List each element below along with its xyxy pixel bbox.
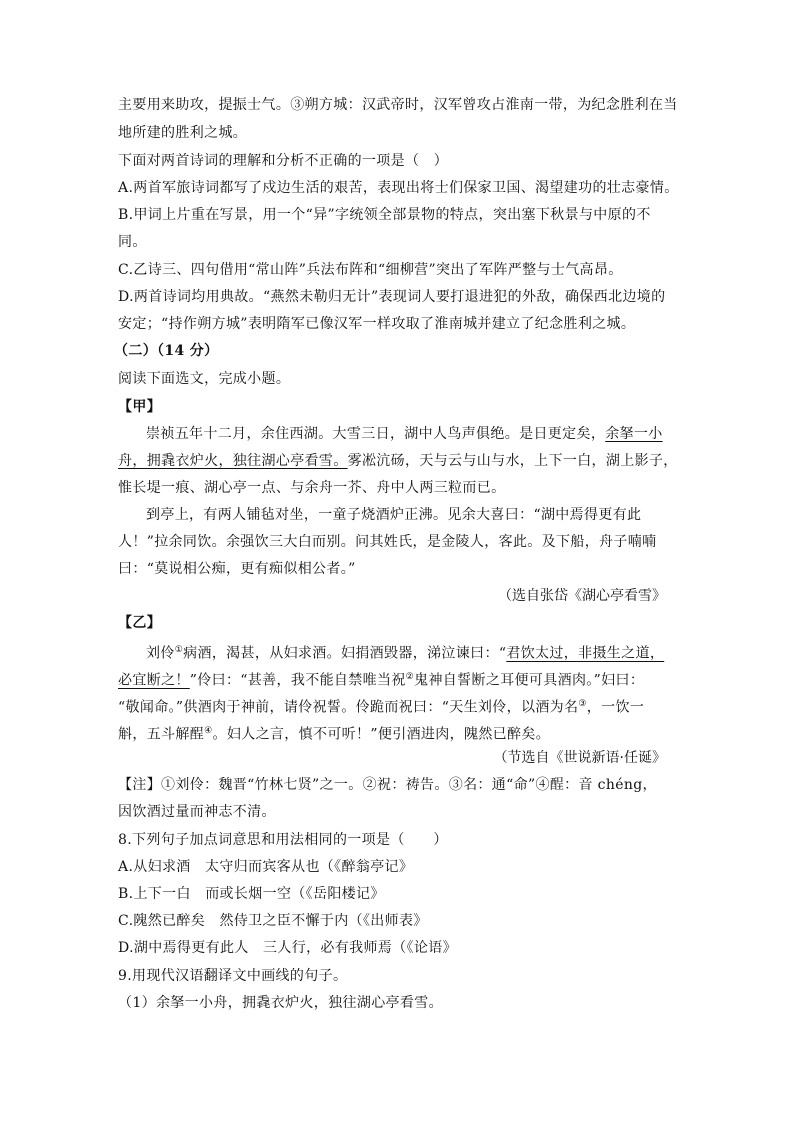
footnote-marker: ① xyxy=(174,645,184,655)
underlined-sentence: 余拏一小 xyxy=(605,426,663,442)
question-9: 9.用现代汉语翻译文中画线的句子。 xyxy=(118,968,348,984)
note-text-line: 主要用来助攻，提振士气。③朔方城：汉武帝时，汉军曾攻占淮南一带，为纪念胜利在当 xyxy=(118,97,678,113)
question-8: 8.下列句子加点词意思和用法相同的一项是（ ） xyxy=(118,832,448,848)
passage-text: ”伶曰：“甚善，我不能自禁唯当祝 xyxy=(189,672,406,689)
underlined-sentence: 舟，拥毳衣炉火，独往湖心亭看雪。 xyxy=(118,453,348,469)
option-b: B.上下一白 而或长烟一空（《岳阳楼记》 xyxy=(118,886,385,902)
passage-text: ，一饮一 xyxy=(586,699,645,716)
question-stem: 下面对两首诗词的理解和分析不正确的一项是（ ） xyxy=(118,153,449,169)
passage-yi-line xyxy=(118,694,644,718)
underlined-sentence: 必宜断之！ xyxy=(118,672,190,689)
passage-label-yi: 【乙】 xyxy=(118,615,162,631)
question-9-part-1: （1）余拏一小舟，拥毳衣炉火，独往湖心亭看雪。 xyxy=(118,995,443,1011)
passage-yi-line xyxy=(118,721,550,745)
option-d: D.两首诗词均用典故。“燕然未勒归无计”表现词人要打退进犯的外敌，确保西北边境的 xyxy=(118,289,666,305)
option-d-cont: 安定；“持作朔方城”表明隋军已像汉军一样攻取了淮南城并建立了纪念胜利之城。 xyxy=(118,316,636,332)
passage-yi-line xyxy=(118,667,644,691)
passage-jia-line xyxy=(146,424,663,444)
option-c: C.隗然已醉矣 然侍卫之臣不懈于内（《出师表》 xyxy=(118,913,428,929)
footnote-marker: ③ xyxy=(578,699,587,709)
passage-jia-line: 惟长堤一痕、湖心亭一点、与余舟一芥、舟中人两三粒而已。 xyxy=(118,480,506,496)
passage-text: 鬼神自誓断之耳便可具酒肉。”妇曰： xyxy=(414,672,645,689)
passage-yi-line xyxy=(146,640,664,664)
passage-jia-line: 曰：“莫说相公痴，更有痴似相公者。” xyxy=(118,561,356,577)
instruction: 阅读下面选文，完成小题。 xyxy=(118,371,291,387)
option-a: A.从妇求酒 太守归而宾客从也（《醉翁亭记》 xyxy=(118,859,414,875)
underlined-sentence: 君饮太过，非摄生之道， xyxy=(506,645,665,662)
passage-text: 病酒，渴甚，从妇求酒。妇捐酒毁器，涕泣谏曰：“ xyxy=(183,645,507,662)
footnote-marker: ② xyxy=(405,672,415,682)
option-d: D.湖中焉得更有此人 三人行，必有我师焉（《论语》 xyxy=(118,940,457,956)
passage-text: “敬闻命。”供酒肉于神前，请伶祝誓。伶跪而祝曰：“天生刘伶，以酒为名 xyxy=(118,699,579,716)
passage-label-jia: 【甲】 xyxy=(118,399,162,415)
section-heading: （二）（14 分） xyxy=(114,343,219,359)
passage-text: 崇祯五年十二月，余住西湖。大雪三日，湖中人鸟声俱绝。是日更定矣， xyxy=(146,426,606,442)
option-a: A.两首军旅诗词都写了戍边生活的艰苦，表现出将士们保家卫国、渴望建功的壮志豪情。 xyxy=(118,180,679,196)
passage-jia-line: 到亭上，有两人铺毡对坐，一童子烧酒炉正沸。见余大喜曰：“湖中焉得更有此 xyxy=(146,507,642,523)
annotation-notes-cont: 因饮酒过量而神志不清。 xyxy=(118,804,276,820)
passage-jia-line: 人！”拉余同饮。余强饮三大白而别。问其姓氏，是金陵人，客此。及下船，舟子喃喃 xyxy=(118,534,657,550)
option-b: B.甲词上片重在写景，用一个“异”字统领全部景物的特点，突出塞下秋景与中原的不 xyxy=(118,207,651,223)
passage-text: 刘伶 xyxy=(146,645,175,662)
footnote-marker: ④ xyxy=(204,726,213,736)
passage-text: 斛，五斗解酲 xyxy=(118,726,205,743)
note-text-line: 地所建的胜利之城。 xyxy=(118,125,248,141)
source-citation-yi: （节选自《世说新语·任诞》 xyxy=(493,750,666,766)
passage-jia-line xyxy=(118,451,678,471)
option-b-cont: 同。 xyxy=(118,234,147,250)
passage-text: 。妇人之言，慎不可听！”便引酒进肉，隗然已醉矣。 xyxy=(212,726,551,743)
option-c: C.乙诗三、四句借用“常山阵”兵法布阵和“细柳营”突出了军阵严整与士气高昂。 xyxy=(118,262,623,278)
passage-text: 雾凇沆砀，天与云与山与水，上下一白，湖上影子， xyxy=(347,453,678,469)
source-citation-jia: （选自张岱《湖心亭看雪》 xyxy=(498,588,666,604)
annotation-notes: 【注】①刘伶：魏晋“竹林七贤”之一。②祝：祷告。③名：通“命”④酲：音 chéng， xyxy=(118,777,657,793)
